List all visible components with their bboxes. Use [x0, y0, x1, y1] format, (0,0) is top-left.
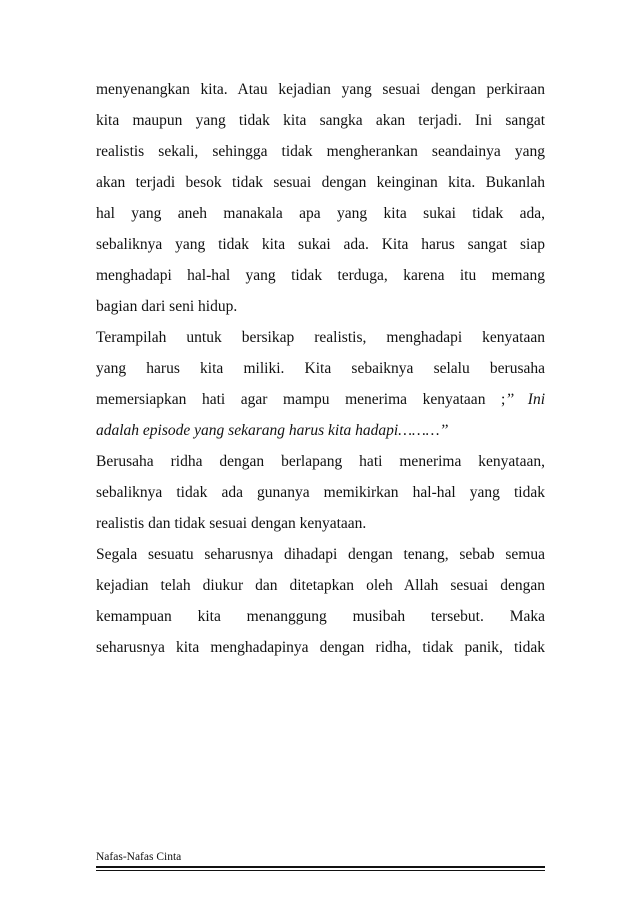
text-line: sebaliknya tidak ada gunanya memikirkan hal-hal yang tidak	[96, 484, 545, 501]
footer-rule-thick	[96, 866, 545, 868]
text-line	[96, 384, 545, 415]
text-line-italic: adalah episode yang sekarang harus kita hadapi………’’	[96, 422, 449, 439]
text-line: seharusnya kita menghadapinya dengan ridha, tidak panik, tidak	[96, 639, 545, 656]
footer-title: Nafas-Nafas Cinta	[96, 851, 182, 863]
text-line: Berusaha ridha dengan berlapang hati menerima kenyataan,	[96, 453, 545, 470]
text-line: realistis dan tidak sesuai dengan kenyataan.	[96, 515, 367, 532]
text-line: kemampuan kita menanggung musibah tersebut. Maka	[96, 608, 545, 625]
text-line: akan terjadi besok tidak sesuai dengan keinginan kita. Bukanlah	[96, 174, 545, 191]
text-line: yang harus kita miliki. Kita sebaiknya selalu berusaha	[96, 360, 545, 377]
text-line: bagian dari seni hidup.	[96, 298, 238, 315]
text-line: menghadapi hal-hal yang tidak terduga, karena itu memang	[96, 267, 545, 284]
footer-rule-thin	[96, 870, 545, 871]
text-line: menyenangkan kita. Atau kejadian yang sesuai dengan perkiraan	[96, 81, 545, 98]
body-text	[96, 74, 545, 663]
text-line: kejadian telah diukur dan ditetapkan oleh Allah sesuai dengan	[96, 577, 545, 594]
text-line-main: memersiapkan hati agar mampu menerima kenyataan ;	[96, 391, 506, 408]
text-line: hal yang aneh manakala apa yang kita sukai tidak ada,	[96, 205, 545, 222]
text-line-italic-tail: ’’ Ini	[505, 391, 546, 408]
text-line: Terampilah untuk bersikap realistis, menghadapi kenyataan	[96, 329, 545, 346]
text-line: Segala sesuatu seharusnya dihadapi dengan tenang, sebab semua	[96, 546, 545, 563]
text-line: kita maupun yang tidak kita sangka akan terjadi. Ini sangat	[96, 112, 545, 129]
text-line: sebaliknya yang tidak kita sukai ada. Kita harus sangat siap	[96, 236, 545, 253]
text-line: realistis sekali, sehingga tidak mengherankan seandainya yang	[96, 143, 545, 160]
